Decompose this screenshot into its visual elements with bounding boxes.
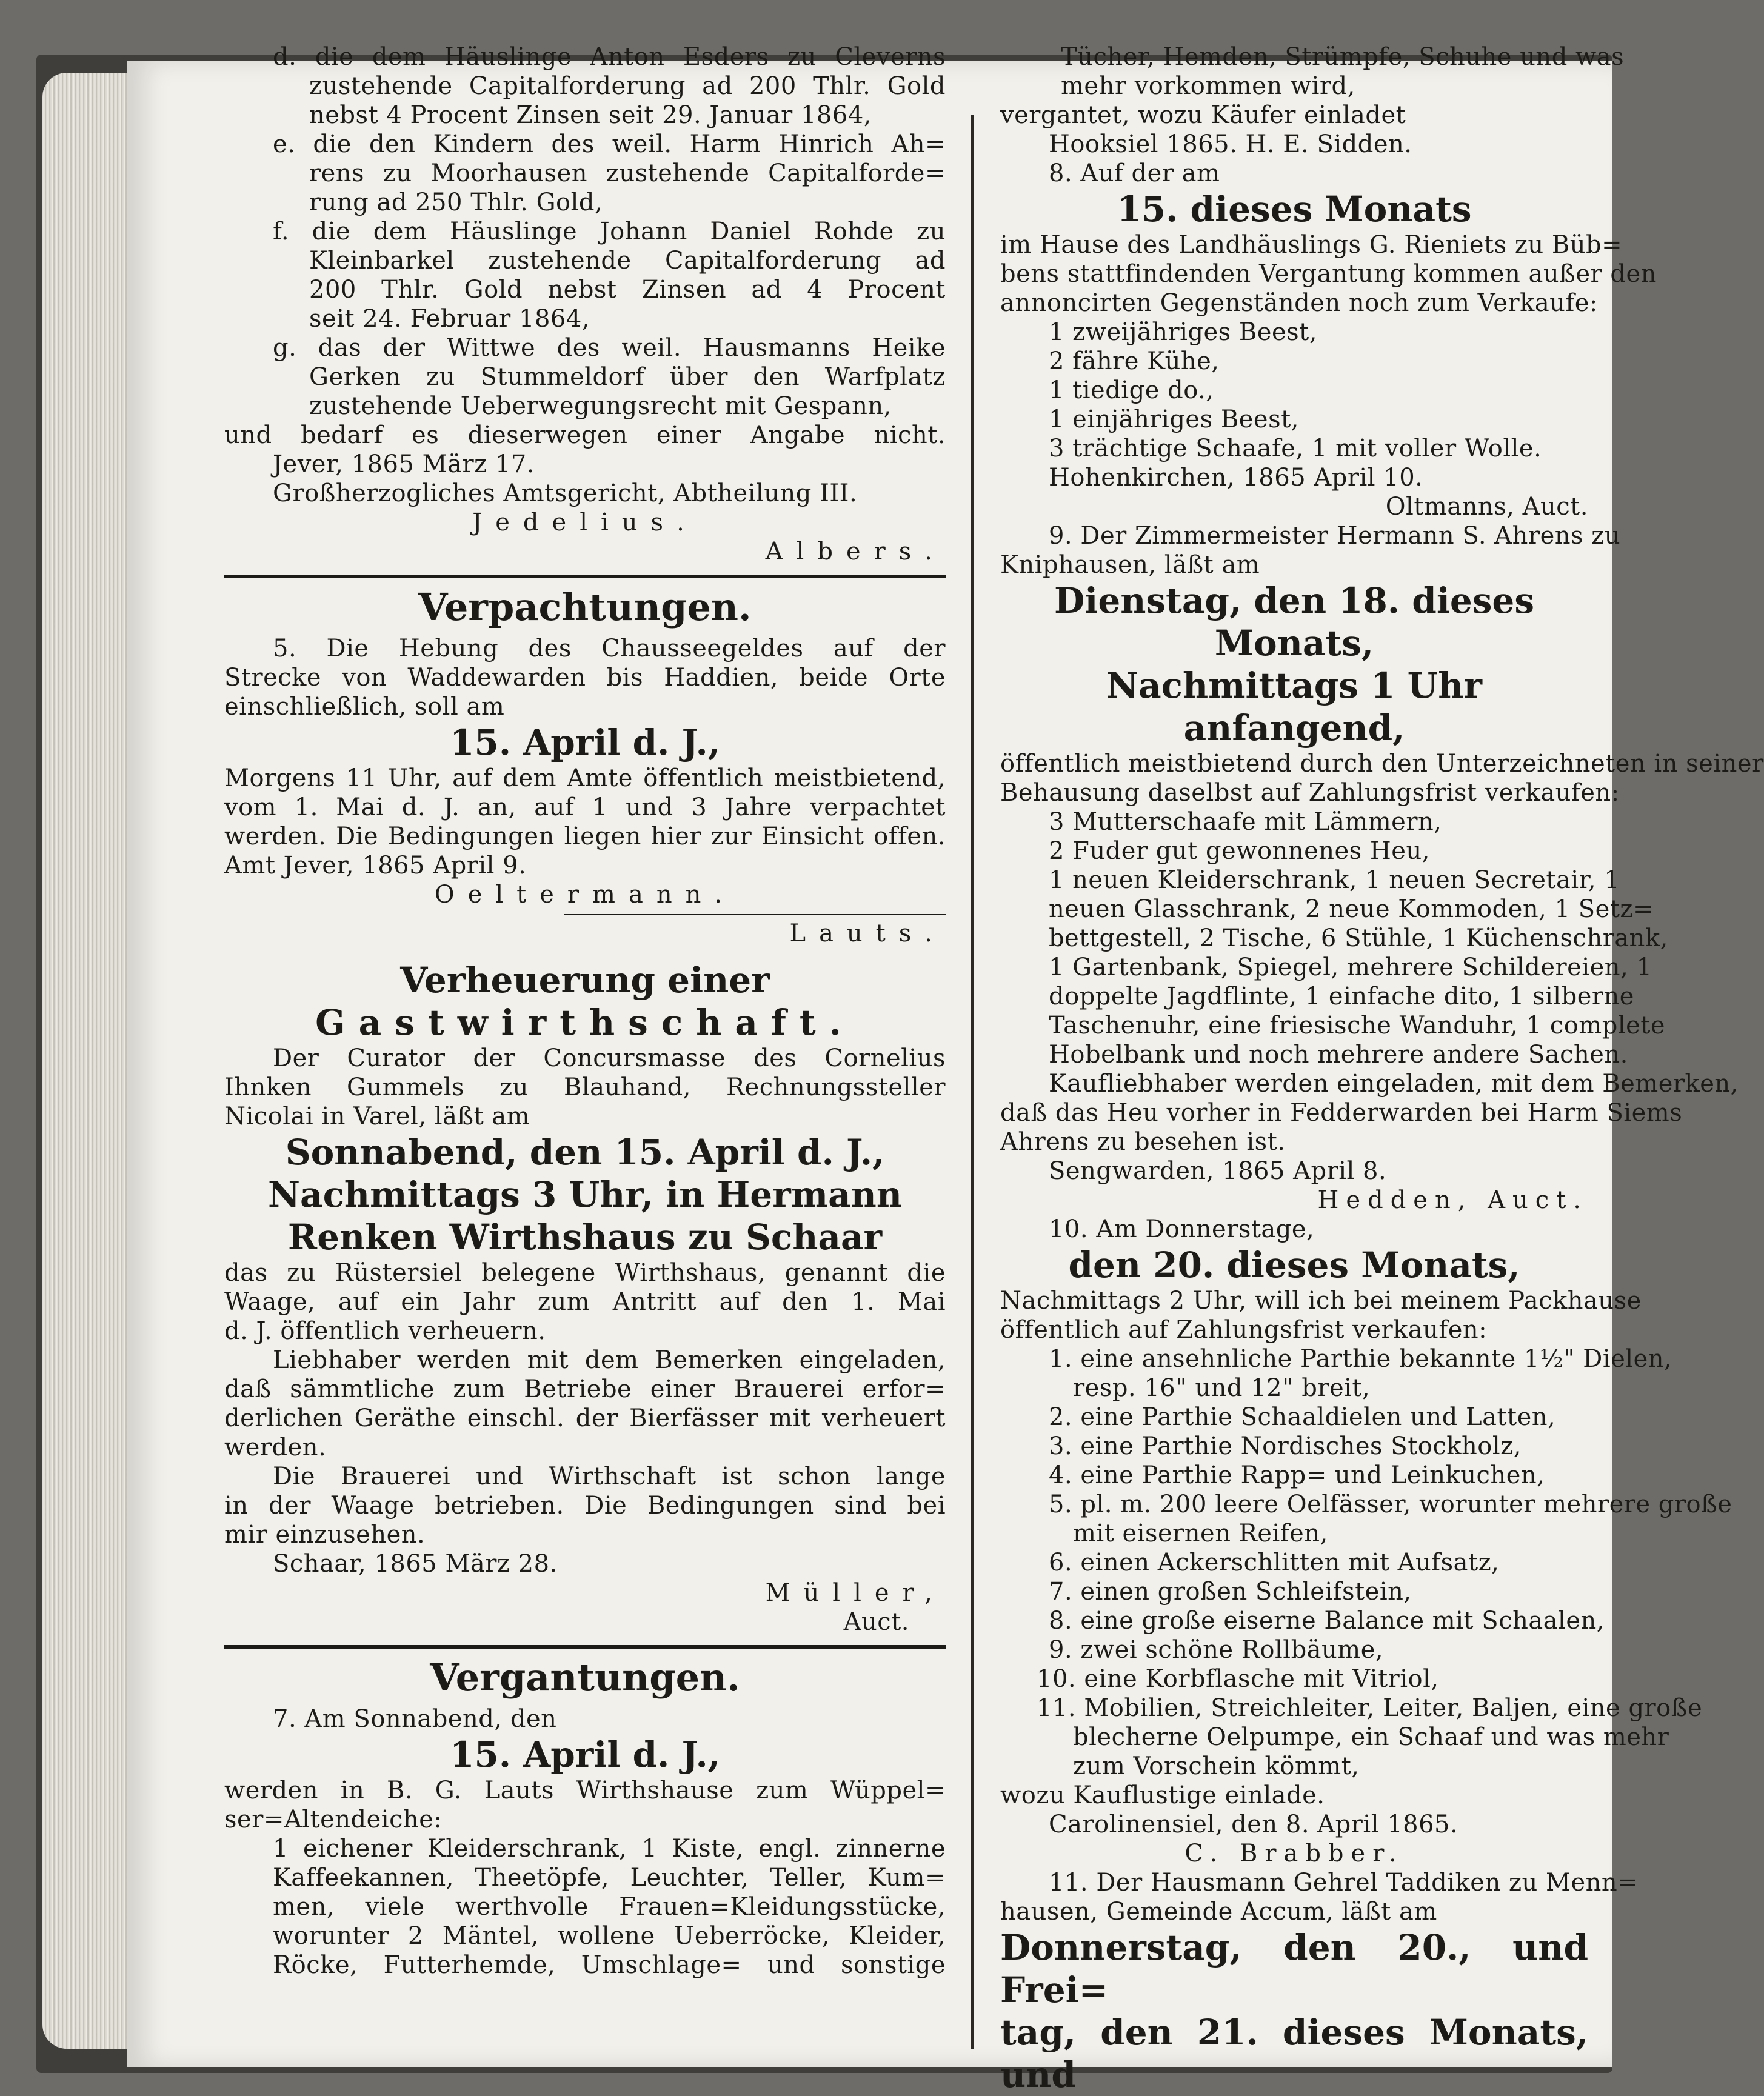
text-line: vergantet, wozu Käufer einladet	[1000, 101, 1406, 129]
text-line: Kaufliebhaber werden eingeladen, mit dem Bemerken,	[1049, 1070, 1739, 1098]
text-line: zustehende Ueberwegungsrecht mit Gespann,	[309, 392, 892, 420]
list-item: 7. einen großen Schleifstein,	[1049, 1578, 1412, 1606]
list-item: 5. pl. m. 200 leere Oelfässer, worunter mehrere große	[1049, 1490, 1732, 1518]
list-item: 1 neuen Kleiderschrank, 1 neuen Secretair, 1	[1049, 866, 1620, 894]
text-line: mir einzusehen.	[224, 1521, 426, 1549]
text-line: 9. Der Zimmermeister Hermann S. Ahrens zu	[1049, 522, 1621, 550]
text-line: Nachmittags 2 Uhr, will ich bei meinem Packhause	[1000, 1287, 1642, 1315]
section-heading: Gastwirthschaft.	[315, 1002, 855, 1043]
text-line: Waage, auf ein Jahr zum Antritt auf den 1. Mai	[224, 1288, 946, 1316]
text-line: Ihnken Gummels zu Blauhand, Rechnungssteller	[224, 1073, 946, 1101]
section-rule	[224, 1645, 946, 1649]
list-item: resp. 16" und 12" breit,	[1073, 1374, 1371, 1402]
signature: Jedelius.	[472, 509, 698, 536]
list-item: 4. eine Parthie Rapp= und Leinkuchen,	[1049, 1461, 1545, 1489]
list-item: 3 Mutterschaafe mit Lämmern,	[1049, 808, 1442, 836]
left-column	[224, 42, 946, 1980]
signature: Lauts.	[789, 920, 946, 947]
text-line: öffentlich auf Zahlungsfrist verkaufen:	[1000, 1316, 1488, 1344]
section-rule	[224, 575, 946, 578]
column-divider	[971, 115, 974, 2049]
text-line: annoncirten Gegenständen noch zum Verkaufe:	[1000, 289, 1598, 317]
list-item: mit eisernen Reifen,	[1073, 1520, 1328, 1547]
list-item: 3 trächtige Schaafe, 1 mit voller Wolle.	[1049, 435, 1542, 462]
text-line: Jever, 1865 März 17.	[273, 450, 535, 478]
text-line: 10. Am Donnerstage,	[1049, 1215, 1315, 1243]
signature-rule	[564, 914, 946, 915]
text-line: zustehende Capitalforderung ad 200 Thlr. Gold	[309, 72, 946, 100]
right-column	[1000, 42, 1764, 2096]
text-line: 11. Der Hausmann Gehrel Taddiken zu Menn=	[1049, 1869, 1639, 1897]
date-highlight: Dienstag, den 18. dieses Monats,	[1054, 580, 1534, 664]
text-line: Kaffeekannen, Theetöpfe, Leuchter, Teller, Kum=	[273, 1864, 946, 1892]
text-line: daß das Heu vorher in Fedderwarden bei Harm Siems	[1000, 1099, 1683, 1127]
text-line: men, viele werthvolle Frauen=Kleidungsstücke,	[273, 1893, 946, 1921]
text-line: Großherzogliches Amtsgericht, Abtheilung III.	[273, 479, 858, 507]
list-item: Taschenuhr, eine friesische Wanduhr, 1 complete	[1049, 1012, 1666, 1040]
date-highlight: tag, den 21. dieses Monats, und	[1000, 2012, 1588, 2095]
text-line: Carolinensiel, den 8. April 1865.	[1049, 1811, 1458, 1838]
list-item: neuen Glasschrank, 2 neue Kommoden, 1 Setz=	[1049, 895, 1654, 923]
date-highlight: 15. April d. J.,	[450, 722, 720, 763]
text-line: 200 Thlr. Gold nebst Zinsen ad 4 Procent	[309, 276, 946, 304]
signature: Müller,	[765, 1579, 946, 1607]
list-item: 3. eine Parthie Nordisches Stockholz,	[1049, 1432, 1522, 1460]
text-line: f. die dem Häuslinge Johann Daniel Rohde zu	[273, 218, 946, 245]
signature: Oeltermann.	[434, 881, 736, 909]
text-line: ser=Altendeiche:	[224, 1806, 443, 1834]
text-line: d. die dem Häuslinge Anton Esders zu Cleverns	[273, 43, 946, 71]
date-highlight: den 20. dieses Monats,	[1068, 1244, 1520, 1286]
text-line: worunter 2 Mäntel, wollene Ueberröcke, Kleider,	[273, 1922, 946, 1950]
list-item: 8. eine große eiserne Balance mit Schaalen,	[1049, 1607, 1605, 1635]
signature: Albers.	[765, 538, 946, 566]
list-item: 2 Fuder gut gewonnenes Heu,	[1049, 837, 1430, 865]
text-line: daß sämmtliche zum Betriebe einer Brauerei erfor=	[224, 1375, 946, 1403]
text-line: e. die den Kindern des weil. Harm Hinrich Ah=	[273, 130, 946, 158]
text-line: d. J. öffentlich verheuern.	[224, 1317, 546, 1345]
text-line: 1 eichener Kleiderschrank, 1 Kiste, engl. zinnerne	[273, 1835, 946, 1863]
text-line: Hohenkirchen, 1865 April 10.	[1049, 464, 1423, 492]
text-line: g. das der Wittwe des weil. Hausmanns Heike	[273, 334, 946, 362]
list-item: 2. eine Parthie Schaaldielen und Latten,	[1049, 1403, 1556, 1431]
list-item: 9. zwei schöne Rollbäume,	[1049, 1636, 1384, 1664]
list-item: zum Vorschein kömmt,	[1073, 1752, 1360, 1780]
text-line: Der Curator der Concursmasse des Cornelius	[273, 1044, 946, 1072]
section-heading: Verpachtungen.	[418, 585, 752, 629]
list-item: 6. einen Ackerschlitten mit Aufsatz,	[1049, 1549, 1500, 1577]
text-line: Behausung daselbst auf Zahlungsfrist verkaufen:	[1000, 779, 1620, 807]
list-item: bettgestell, 2 Tische, 6 Stühle, 1 Küchenschrank,	[1049, 924, 1668, 952]
date-highlight: 15. dieses Monats	[1117, 189, 1472, 230]
list-item: 1 einjähriges Beest,	[1049, 406, 1299, 433]
text-line: und bedarf es dieserwegen einer Angabe nicht.	[224, 421, 946, 449]
date-highlight: Donnerstag, den 20., und Frei=	[1000, 1927, 1588, 2011]
text-line: Kniphausen, läßt am	[1000, 551, 1260, 579]
text-line: werden.	[224, 1433, 327, 1461]
text-line: hausen, Gemeinde Accum, läßt am	[1000, 1898, 1437, 1926]
text-line: rens zu Moorhausen zustehende Capitalforde=	[309, 159, 946, 187]
list-item: 1. eine ansehnliche Parthie bekannte 1½" Dielen,	[1049, 1345, 1672, 1373]
text-line: nebst 4 Procent Zinsen seit 29. Januar 1864,	[309, 101, 872, 129]
text-line: das zu Rüstersiel belegene Wirthshaus, genannt die	[224, 1259, 946, 1287]
text-line: werden. Die Bedingungen liegen hier zur Einsicht offen.	[224, 823, 946, 850]
list-item: 10. eine Korbflasche mit Vitriol,	[1037, 1665, 1439, 1693]
list-item: 1 tiedige do.,	[1049, 376, 1214, 404]
text-line: bens stattfindenden Vergantung kommen außer den	[1000, 260, 1657, 288]
text-line: Sengwarden, 1865 April 8.	[1049, 1157, 1387, 1185]
text-line: Morgens 11 Uhr, auf dem Amte öffentlich meistbietend,	[224, 764, 946, 792]
signature: Auct.	[843, 1608, 909, 1636]
date-highlight: Renken Wirthshaus zu Schaar	[287, 1217, 883, 1258]
text-line: Liebhaber werden mit dem Bemerken eingeladen,	[273, 1346, 946, 1374]
text-line: Strecke von Waddewarden bis Haddien, beide Orte	[224, 664, 946, 692]
text-line: 8. Auf der am	[1049, 159, 1220, 187]
text-line: seit 24. Februar 1864,	[309, 305, 590, 333]
text-line: Schaar, 1865 März 28.	[273, 1550, 558, 1578]
text-line: Gerken zu Stummeldorf über den Warfplatz	[309, 363, 946, 391]
text-line: mehr vorkommen wird,	[1061, 72, 1355, 100]
section-heading: Vergantungen.	[430, 1655, 740, 1700]
text-line: derlichen Geräthe einschl. der Bierfässer mit verheuert	[224, 1404, 946, 1432]
text-line: Kleinbarkel zustehende Capitalforderung ad	[309, 247, 946, 275]
list-item: 11. Mobilien, Streichleiter, Leiter, Baljen, eine große	[1037, 1694, 1703, 1722]
date-highlight: Nachmittags 3 Uhr, in Hermann	[267, 1174, 902, 1215]
text-line: Amt Jever, 1865 April 9.	[224, 852, 527, 879]
text-line: rung ad 250 Thlr. Gold,	[309, 189, 603, 216]
page-edges	[42, 73, 133, 2049]
signature: C. Brabber.	[1184, 1840, 1404, 1867]
text-line: Die Brauerei und Wirthschaft ist schon lange	[273, 1463, 946, 1490]
text-line: vom 1. Mai d. J. an, auf 1 und 3 Jahre verpachtet	[224, 793, 946, 821]
date-highlight: Nachmittags 1 Uhr anfangend,	[1106, 665, 1482, 749]
date-highlight: Sonnabend, den 15. April d. J.,	[285, 1132, 885, 1173]
list-item: 1 Gartenbank, Spiegel, mehrere Schildereien, 1	[1049, 953, 1652, 981]
date-highlight: 15. April d. J.,	[450, 1734, 720, 1775]
signature: Hedden, Auct.	[1317, 1186, 1588, 1214]
list-item: 2 fähre Kühe,	[1049, 347, 1220, 375]
text-line: wozu Kauflustige einlade.	[1000, 1781, 1325, 1809]
text-line: Nicolai in Varel, läßt am	[224, 1103, 530, 1130]
text-line: in der Waage betrieben. Die Bedingungen sind bei	[224, 1492, 946, 1520]
list-item: Hobelbank und noch mehrere andere Sachen.	[1049, 1041, 1628, 1069]
text-line: im Hause des Landhäuslings G. Rieniets zu Büb=	[1000, 231, 1623, 259]
list-item: 1 zweijähriges Beest,	[1049, 318, 1317, 346]
signature: Hooksiel 1865. H. E. Sidden.	[1049, 130, 1412, 158]
text-line: 5. Die Hebung des Chausseegeldes auf der	[273, 635, 946, 663]
list-item: doppelte Jagdflinte, 1 einfache dito, 1 silberne	[1049, 983, 1634, 1010]
text-line: werden in B. G. Lauts Wirthshause zum Wüppel=	[224, 1777, 946, 1804]
signature: Oltmanns, Auct.	[1385, 493, 1588, 521]
section-heading: Verheuerung einer	[400, 960, 770, 1001]
text-line: 7. Am Sonnabend, den	[273, 1705, 557, 1733]
text-line: Röcke, Futterhemde, Umschlage= und sonstige	[273, 1951, 946, 1979]
text-line: Ahrens zu besehen ist.	[1000, 1128, 1286, 1156]
text-line: öffentlich meistbietend durch den Unterzeichneten in seiner	[1000, 750, 1764, 778]
text-line: einschließlich, soll am	[224, 693, 505, 721]
text-line: Tücher, Hemden, Strümpfe, Schuhe und was	[1061, 43, 1625, 71]
list-item: blecherne Oelpumpe, ein Schaaf und was mehr	[1073, 1723, 1669, 1751]
